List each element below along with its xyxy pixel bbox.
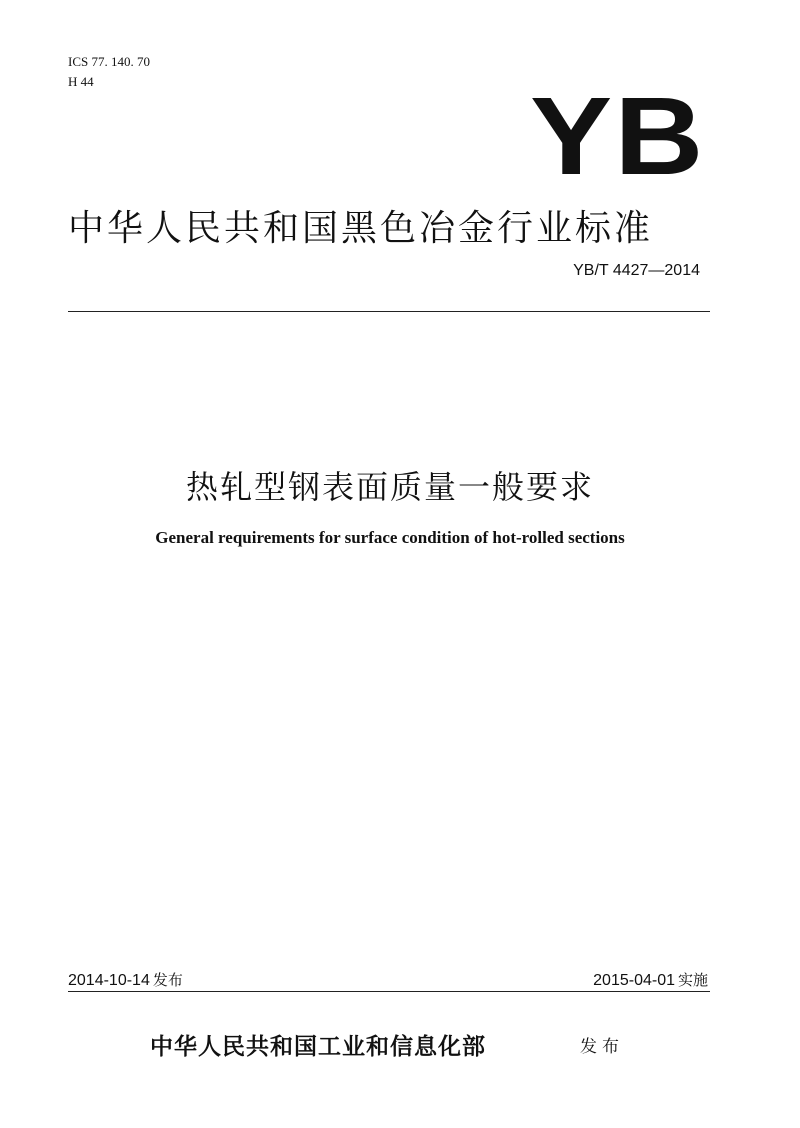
implement-date-block: [593, 969, 708, 990]
standard-number: YB/T 4427—2014: [573, 262, 700, 279]
publish-action: 发布: [580, 1037, 624, 1057]
implement-label: 实施: [677, 971, 708, 989]
publisher: 中华人民共和国工业和信息化部: [150, 1033, 486, 1060]
classification-codes: [68, 52, 150, 92]
ccs-code: H 44: [68, 74, 94, 89]
title-chinese: 热轧型钢表面质量一般要求: [185, 468, 594, 506]
footer-divider: [68, 991, 710, 992]
ics-code: ICS 77. 140. 70: [68, 54, 150, 69]
issue-date: 2014-10-14: [68, 972, 150, 989]
title-english: General requirements for surface condition of hot-rolled sections: [155, 528, 625, 547]
issue-label: 发布: [152, 971, 183, 989]
issue-date-block: [68, 969, 183, 990]
standard-category: 中华人民共和国黑色冶金行业标准: [68, 208, 654, 249]
implement-date: 2015-04-01: [593, 972, 675, 989]
header-divider: [68, 311, 710, 312]
yb-logo: YB: [530, 75, 706, 198]
